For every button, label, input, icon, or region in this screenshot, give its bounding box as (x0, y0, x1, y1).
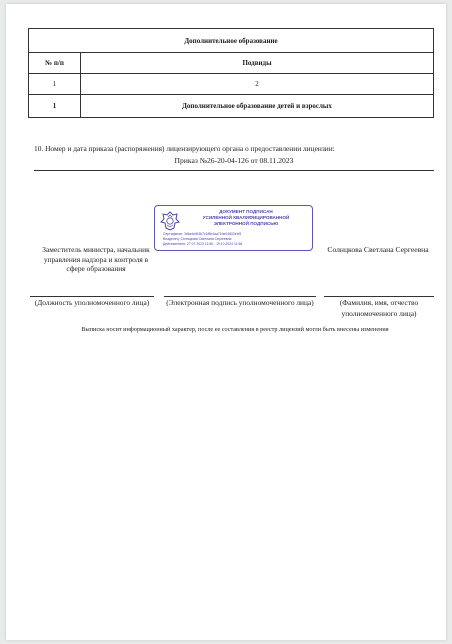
section-10-label: 10. Номер и дата приказа (распоряжения) лицензирующего органа о предоставлении лицензии: (34, 144, 335, 153)
row-number: 1 (29, 95, 81, 118)
stamp-title-line-3: ЭЛЕКТРОННОЙ ПОДПИСЬЮ (213, 221, 279, 226)
table-heading: Дополнительное образование (29, 29, 434, 53)
electronic-signature-stamp (154, 205, 313, 251)
coat-of-arms-icon (159, 210, 181, 232)
stamp-validity: Действителен: 27.07.2023 11:56 - 19.10.2024 11:56 (163, 242, 243, 246)
column-header-number: № п/п (29, 53, 81, 74)
signer-name: Солнцкова Светлана Сергеевна (327, 245, 429, 254)
order-number-date: Приказ №26-20-04-126 от 08.11.2023 (174, 156, 294, 165)
signer-position: Заместитель министра, начальник управления надзора и контроля в сфере образования (42, 245, 150, 274)
position-caption: (Должность уполномоченного лица) (34, 298, 150, 307)
stamp-certificate: Сертификат: 3dbe4d4f3b7c1f5b4aa71be04802ebf1 (163, 232, 242, 236)
name-caption: (Фамилия, имя, отчество уполномоченного лица) (339, 298, 419, 318)
stamp-title-line-1: ДОКУМЕНТ ПОДПИСАН (219, 209, 273, 214)
stamp-owner: Владелец: Солнцкова Светлана Сергеевна (163, 237, 232, 241)
disclaimer-note: Выписка носит информационный характер, после ее составления в реестр лицензий могли быть внесены изменения (81, 326, 389, 333)
table-row (29, 95, 434, 118)
order-underline (34, 170, 434, 171)
document-page (6, 4, 446, 640)
position-signature-line (30, 296, 154, 297)
column-number-2: 2 (81, 74, 434, 95)
column-header-subtypes: Подвиды (81, 53, 434, 74)
column-number-1: 1 (29, 74, 81, 95)
esign-caption: (Электронная подпись уполномоченного лица) (166, 298, 314, 307)
esign-signature-line (164, 296, 316, 297)
name-signature-line (324, 296, 434, 297)
education-subtypes-table (28, 28, 434, 118)
row-subtype-name: Дополнительное образование детей и взрослых (81, 95, 434, 118)
stamp-title-line-2: УСИЛЕННОЙ КВАЛИФИЦИРОВАННОЙ (202, 215, 290, 220)
